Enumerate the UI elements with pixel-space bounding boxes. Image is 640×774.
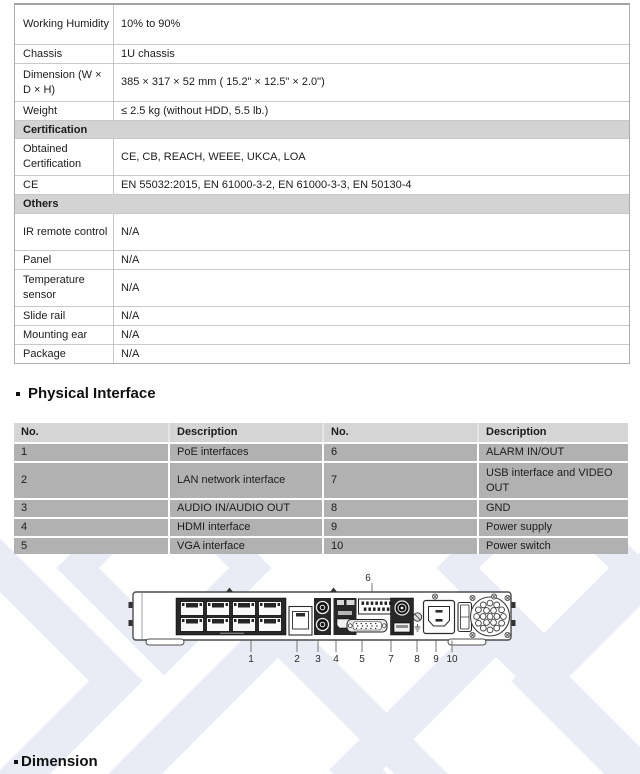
- callout-7: 7: [388, 654, 394, 665]
- heading-text: Dimension: [21, 753, 98, 770]
- spec-value: N/A: [121, 347, 140, 360]
- pi-cell: 10: [322, 538, 477, 554]
- bullet-icon: [16, 392, 20, 396]
- pi-cell: GND: [477, 500, 628, 517]
- pi-row: [14, 442, 628, 461]
- pi-cell: PoE interfaces: [168, 444, 322, 461]
- spec-value: 1U chassis: [121, 47, 175, 60]
- pi-cell: Power switch: [477, 538, 628, 554]
- callout-2: 2: [294, 654, 300, 665]
- spec-label: Dimension (W × D × H): [15, 64, 114, 101]
- spec-label: Temperature sensor: [15, 270, 114, 306]
- spec-label: Slide rail: [15, 307, 114, 325]
- vga-port: [347, 620, 387, 633]
- spec-value: 10% to 90%: [121, 18, 181, 30]
- power-switch: [458, 603, 472, 632]
- spec-label: IR remote control: [15, 214, 114, 250]
- spec-row: [15, 307, 629, 326]
- pi-cell: ALARM IN/OUT: [477, 444, 628, 461]
- pi-row: [14, 498, 628, 517]
- spec-value: N/A: [121, 309, 140, 322]
- physical-interface-table: [14, 423, 628, 554]
- callout-8: 8: [414, 654, 420, 665]
- callout-lines: [251, 641, 452, 653]
- spec-value: N/A: [121, 225, 140, 238]
- lan-port: [289, 607, 312, 636]
- spec-value: N/A: [121, 253, 140, 266]
- pi-cell: USB interface and VIDEO OUT: [477, 463, 628, 498]
- spec-row: [15, 45, 629, 64]
- spec-section-title: Certification: [15, 121, 629, 138]
- spec-value: CE, CB, REACH, WEEE, UKCA, LOA: [121, 150, 306, 163]
- device-rear-panel-diagram: [0, 555, 640, 695]
- bullet-icon: [14, 760, 18, 764]
- pi-cell: 1: [21, 446, 28, 458]
- section-heading-physical-interface: [16, 385, 156, 402]
- pi-header-cell: No.: [322, 423, 477, 442]
- callout-3: 3: [315, 654, 321, 665]
- pi-cell: 4: [21, 521, 28, 533]
- spec-row: [15, 326, 629, 345]
- pi-cell: 8: [322, 500, 477, 517]
- spec-value: EN 55032:2015, EN 61000-3-2, EN 61000-3-3, EN 50130-4: [121, 178, 412, 191]
- pi-row: [14, 461, 628, 498]
- pi-cell: 3: [21, 502, 28, 514]
- pi-cell: 9: [322, 519, 477, 536]
- spec-row: [15, 251, 629, 270]
- pi-header-cell: Description: [168, 423, 322, 442]
- spec-row: [15, 270, 629, 307]
- pi-cell: 7: [322, 463, 477, 498]
- spec-label: Package: [15, 345, 114, 363]
- callout-10: 10: [446, 654, 458, 665]
- callout-9: 9: [433, 654, 439, 665]
- pi-header-cell: No.: [21, 426, 39, 438]
- spec-label: Mounting ear: [15, 326, 114, 344]
- power-inlet: [424, 601, 455, 634]
- pi-cell: AUDIO IN/AUDIO OUT: [168, 500, 322, 517]
- poe-ports: [176, 598, 286, 635]
- pi-cell: 6: [322, 444, 477, 461]
- spec-row: [15, 345, 629, 363]
- spec-section-header: [15, 195, 629, 214]
- pi-cell: VGA interface: [168, 538, 322, 554]
- spec-row: [15, 64, 629, 102]
- pi-cell: LAN network interface: [168, 463, 322, 498]
- pi-header-cell: Description: [477, 423, 628, 442]
- spec-row: [15, 5, 629, 45]
- audio-ports: [314, 598, 331, 635]
- spec-value: N/A: [121, 281, 140, 294]
- spec-label: Obtained Certification: [15, 139, 114, 175]
- spec-row: [15, 176, 629, 195]
- callout-4: 4: [333, 654, 339, 665]
- pi-header-row: [14, 423, 628, 442]
- specifications-table: [14, 3, 630, 364]
- callout-6: 6: [365, 573, 371, 584]
- spec-label: Panel: [15, 251, 114, 269]
- pi-row: [14, 517, 628, 536]
- pi-cell: Power supply: [477, 519, 628, 536]
- callout-numbers: [248, 654, 458, 665]
- spec-section-title: Others: [15, 195, 629, 213]
- spec-value: ≤ 2.5 kg (without HDD, 5.5 lb.): [121, 104, 269, 117]
- usb-video-panel: [391, 598, 414, 635]
- spec-row: [15, 139, 629, 176]
- callout-5: 5: [359, 654, 365, 665]
- callout-1: 1: [248, 654, 254, 665]
- section-heading-dimension: [14, 753, 98, 770]
- spec-value: N/A: [121, 328, 140, 341]
- spec-label: Weight: [15, 102, 114, 120]
- pi-cell: HDMI interface: [168, 519, 322, 536]
- spec-value: 385 × 317 × 52 mm ( 15.2" × 12.5" × 2.0"): [121, 76, 325, 88]
- pi-cell: 5: [21, 539, 28, 552]
- spec-row: [15, 214, 629, 251]
- spec-label: Working Humidity: [15, 5, 114, 44]
- spec-row: [15, 102, 629, 121]
- spec-section-header: [15, 121, 629, 139]
- fan-grille: [471, 597, 510, 636]
- spec-label: CE: [15, 176, 114, 194]
- heading-text: Physical Interface: [28, 385, 156, 402]
- pi-cell: 2: [21, 474, 28, 486]
- pi-row: [14, 536, 628, 554]
- spec-label: Chassis: [15, 45, 114, 63]
